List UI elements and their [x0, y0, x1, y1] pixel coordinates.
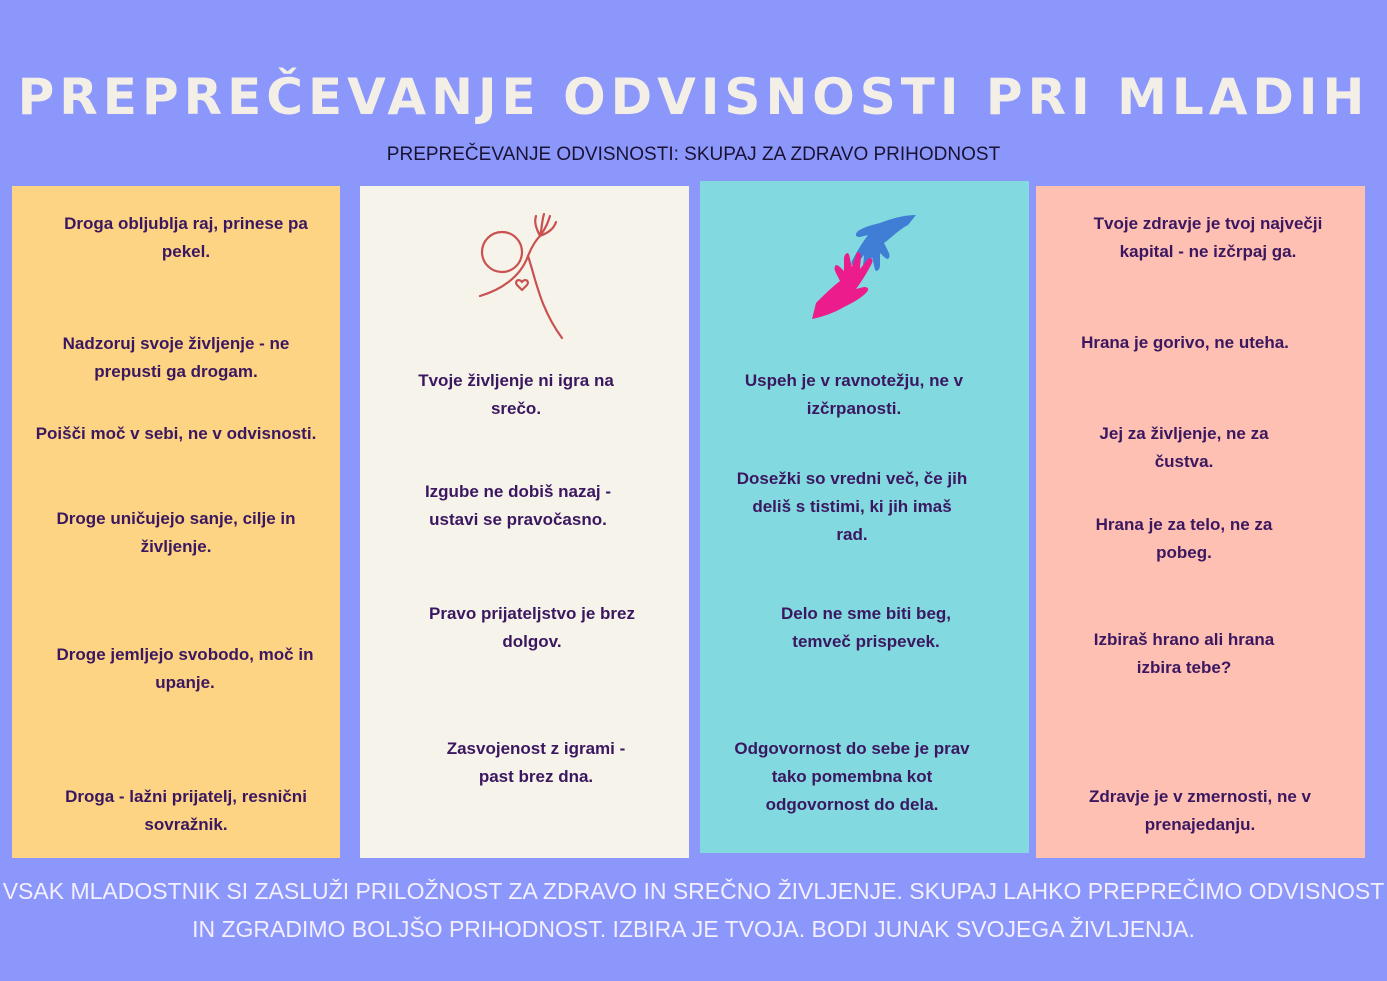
- panel-work: [700, 181, 1029, 853]
- quote: Izgube ne dobiš nazaj - ustavi se pravočasno.: [424, 482, 612, 529]
- quote: Zdravje je v zmernosti, ne v prenajedanju.: [1088, 787, 1312, 834]
- helping-hands-icon: [804, 209, 924, 325]
- quote: Hrana je gorivo, ne uteha.: [1081, 333, 1289, 352]
- footer-message: VSAK MLADOSTNIK SI ZASLUŽI PRILOŽNOST ZA ZDRAVO IN SREČNO ŽIVLJENJE. SKUPAJ LAHKO PREPREČIMO ODVISNOST IN ZGRADIMO BOLJŠO PRIHODNOST. IZBIRA JE TVOJA. BODI JUNAK SVOJEGA ŽIVLJENJA.: [2, 878, 1385, 942]
- quote: Droge uničujejo sanje, cilje in življenje.: [56, 509, 296, 556]
- quote: Droge jemljejo svobodo, moč in upanje.: [56, 645, 314, 692]
- page-subtitle: PREPREČEVANJE ODVISNOSTI: SKUPAJ ZA ZDRAVO PRIHODNOST: [386, 144, 1001, 165]
- quote: Droga obljublja raj, prinese pa pekel.: [64, 214, 308, 261]
- quote: Izbiraš hrano ali hrana izbira tebe?: [1093, 630, 1275, 677]
- quote: Droga - lažni prijatelj, resnični sovražnik.: [65, 787, 307, 834]
- panel-drugs: [12, 186, 340, 858]
- quote: Zasvojenost z igrami - past brez dna.: [446, 739, 626, 786]
- quote: Nadzoruj svoje življenje - ne prepusti ga drogam.: [62, 334, 290, 381]
- quote: Jej za življenje, ne za čustva.: [1099, 424, 1269, 471]
- quote: Odgovornost do sebe je prav tako pomembna kot odgovornost do dela.: [734, 739, 970, 814]
- quote: Pravo prijateljstvo je brez dolgov.: [429, 604, 635, 651]
- quote: Uspeh je v ravnotežju, ne v izčrpanosti.: [744, 371, 964, 418]
- quote: Tvoje življenje ni igra na srečo.: [418, 371, 614, 418]
- quote: Tvoje zdravje je tvoj največji kapital - ne izčrpaj ga.: [1093, 214, 1323, 261]
- quote: Hrana je za telo, ne za pobeg.: [1095, 515, 1273, 562]
- quote: Poišči moč v sebi, ne v odvisnosti.: [35, 424, 317, 443]
- hand-heart-icon: [470, 210, 570, 342]
- quote: Dosežki so vredni več, če jih deliš s tistimi, ki jih imaš rad.: [736, 469, 968, 544]
- quote: Delo ne sme biti beg, temveč prispevek.: [780, 604, 952, 651]
- page-title: PREPREČEVANJE ODVISNOSTI PRI MLADIH: [17, 68, 1370, 126]
- panel-food: [1036, 186, 1365, 858]
- panel-gambling: [360, 186, 689, 858]
